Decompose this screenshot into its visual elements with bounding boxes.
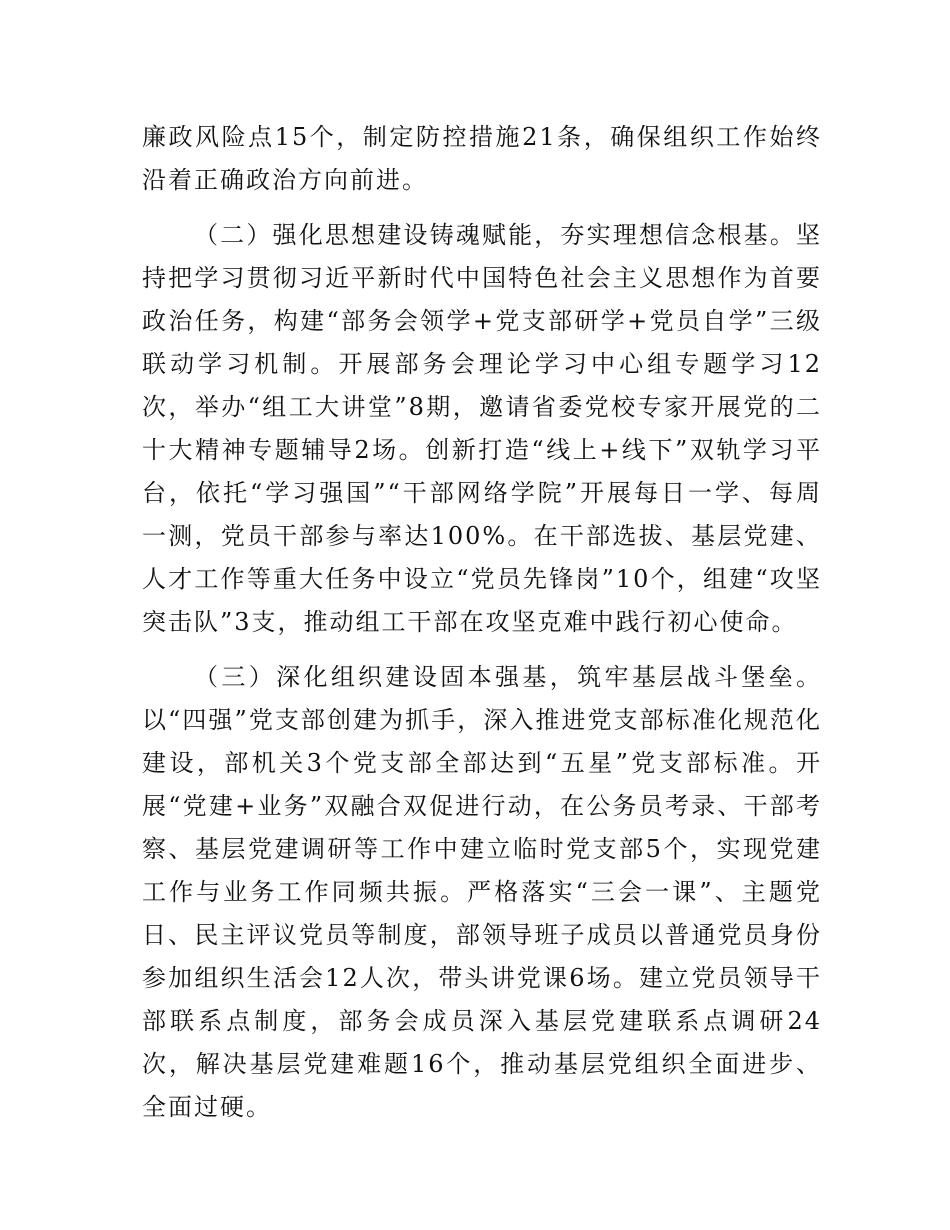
paragraph-ideological-building: （二）强化思想建设铸魂赋能，夯实理想信念根基。坚持把学习贯彻习近平新时代中国特色社会主义思想作为首要政治任务，构建“部务会领学+党支部研学+党员自学”三级联动学习机制。开展部务会理论学习中心组专题学习12次，举办“组工大讲堂”8期，邀请省委党校专家开展党的二十大精神专题辅导2场。创新打造“线上+线下”双轨学习平台，依托“学习强国”“干部网络学院”开展每日一学、每周一测，党员干部参与率达100%。在干部选拔、基层党建、人才工作等重大任务中设立“党员先锋岗”10个，组建“攻坚突击队”3支，推动组工干部在攻坚克难中践行初心使命。 (142, 221, 822, 636)
paragraph-organizational-building: （三）深化组织建设固本强基，筑牢基层战斗堡垒。以“四强”党支部创建为抓手，深入推进党支部标准化规范化建设，部机关3个党支部全部达到“五星”党支部标准。开展“党建+业务”双融合双促进行动，在公务员考录、干部考察、基层党建调研等工作中建立临时党支部5个，实现党建工作与业务工作同频共振。严格落实“三会一课”、主题党日、民主评议党员等制度，部领导班子成员以普通党员身份参加组织生活会12人次，带头讲党课6场。建立党员领导干部联系点制度，部务会成员深入基层党建联系点调研24次，解决基层党建难题16个，推动基层党组织全面进步、全面过硬。 (142, 663, 822, 1121)
paragraph-continuation: 廉政风险点15个，制定防控措施21条，确保组织工作始终沿着正确政治方向前进。 (142, 123, 822, 194)
document-body (142, 116, 822, 1141)
